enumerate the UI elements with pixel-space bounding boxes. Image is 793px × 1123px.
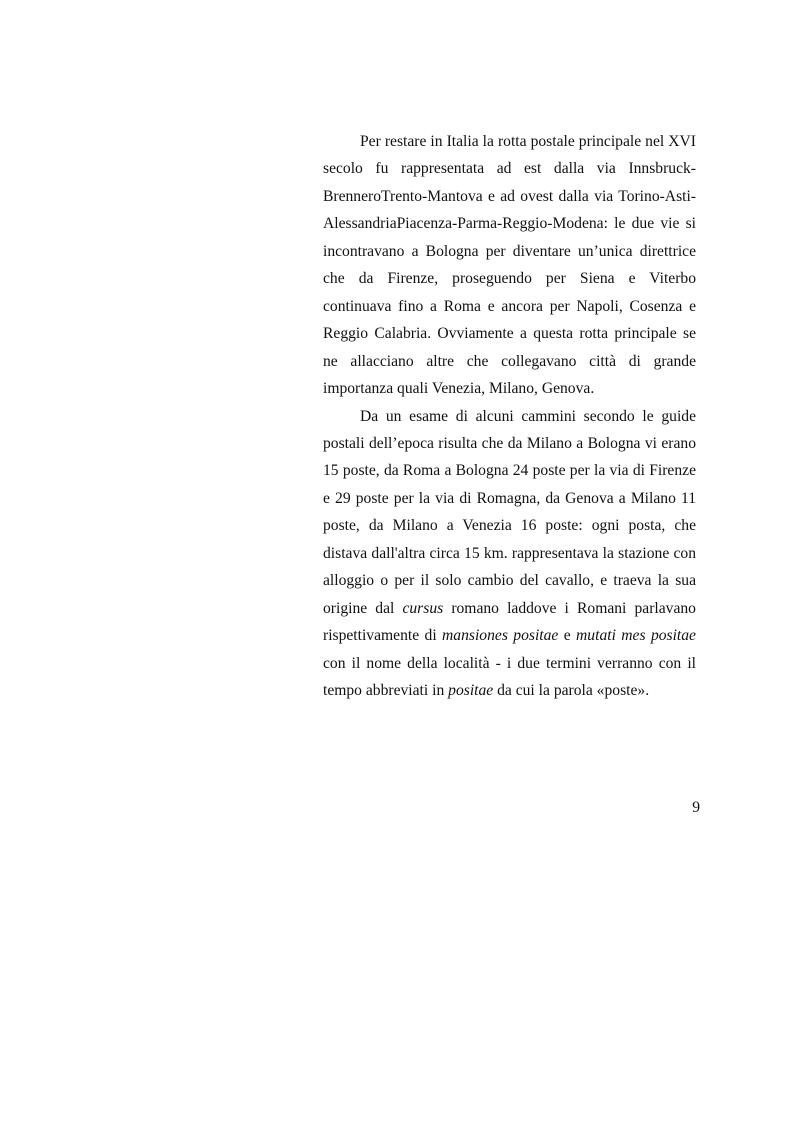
paragraph-2 [323,403,696,705]
body-text [323,128,696,705]
paragraph-2-text: con il nome della località - i due termini verranno con il tempo abbreviati in [323,654,696,700]
italic-term-positae: positae [448,682,494,700]
paragraph-2-text: Da un esame di alcuni cammini secondo le guide postali dell’epoca risulta che da Milano a Bologna vi erano 15 poste, da Roma a Bologna 24 poste per la via di Firenze e 29 poste per la via di Romagna, da Genova a Milano 11 poste, da Milano a Venezia 16 poste: ogni posta, che distava dall'altra circa 15 km. rappresentava la stazione con alloggio o per il solo cambio del cavallo, e traeva la sua origine dal [323,407,696,617]
paragraph-1: Per restare in Italia la rotta postale principale nel XVI secolo fu rappresentata ad est dalla via Innsbruck-BrenneroTrento-Mantova e ad ovest dalla via Torino-Asti-AlessandriaPiacenza-Parma-Reggio-Modena: le due vie si incontravano a Bologna per diventare un’unica direttrice che da Firenze, proseguendo per Siena e Viterbo continuava fino a Roma e ancora per Napoli, Cosenza e Reggio Calabria. Ovviamente a questa rotta principale se ne allacciano altre che collegavano città di grande importanza quali Venezia, Milano, Genova. [323,133,696,398]
paragraph-2-text: romano laddove i Romani parlavano rispettivamente di [323,599,696,645]
italic-term-mutatimes-positae: mutati mes positae [576,627,696,645]
italic-term-cursus: cursus [402,599,444,617]
paragraph-2-text: e [558,627,577,645]
paragraph-2-text: da cui la parola «poste». [493,682,650,700]
italic-term-mansiones-positae: mansiones positae [442,627,559,645]
page-number: 9 [692,799,700,816]
